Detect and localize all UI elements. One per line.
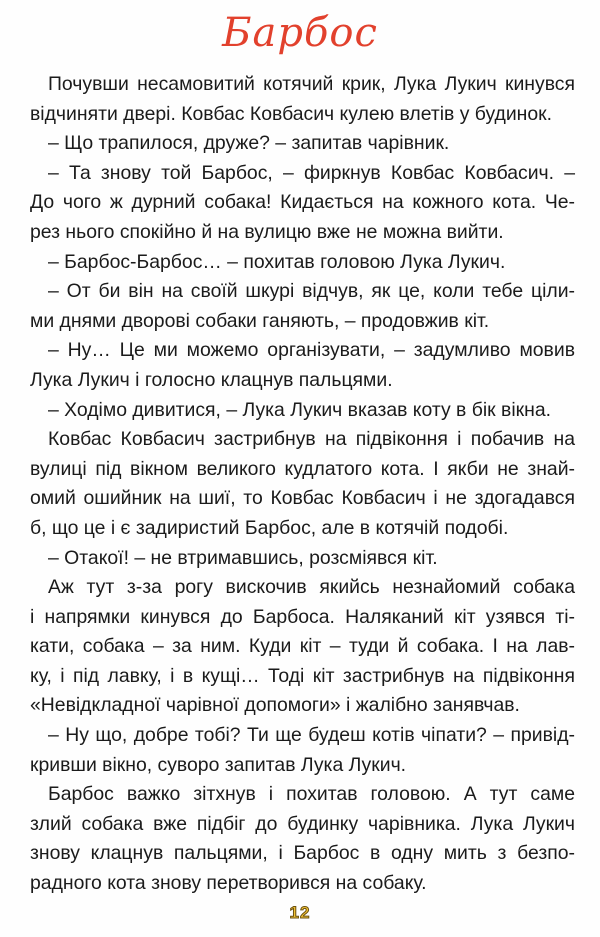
text-line: і напрямки кинувся до Барбоса. Наляканий кіт узявся ті- bbox=[30, 605, 575, 628]
text-line: знову клацнув пальцями, і Барбос в одну мить з безпо- bbox=[30, 842, 575, 865]
text-line: – Барбос-Барбос… – похитав головою Лука Лукич. bbox=[48, 250, 506, 273]
text-line: Лука Лукич і голосно клацнув пальцями. bbox=[30, 368, 393, 391]
text-line: відчиняти двері. Ковбас Ковбасич кулею влетів у будинок. bbox=[30, 102, 553, 125]
text-line: Ковбас Ковбасич застрибнув на підвіконня і побачив на bbox=[48, 428, 575, 451]
text-line: ку, і під лавку, і в кущі… Тоді кіт застрибнув на підвіконня bbox=[30, 664, 575, 687]
text-line: б, що це і є задиристий Барбос, але в котячій подобі. bbox=[30, 516, 509, 539]
text-line: До чого ж дурний собака! Кидається на кожного кота. Че- bbox=[30, 191, 575, 214]
text-line: Аж тут з-за рогу вискочив якийсь незнайомий собака bbox=[48, 576, 575, 599]
story-title: Барбос bbox=[222, 10, 378, 56]
text-line: – Ну… Це ми можемо організувати, – задумливо мовив bbox=[48, 339, 575, 362]
text-line: вулиці під вікном великого кудлатого кота. І якби не знай- bbox=[30, 457, 575, 480]
text-line: – Ходімо дивитися, – Лука Лукич вказав коту в бік вікна. bbox=[48, 398, 551, 421]
text-line: ми днями дворові собаки ганяють, – продовжив кіт. bbox=[30, 309, 490, 332]
text-line: – Що трапилося, друже? – запитав чарівник. bbox=[48, 132, 450, 155]
text-line: – Та знову той Барбос, – фиркнув Ковбас Ковбасич. – bbox=[48, 161, 575, 184]
text-line: кати, собака – за ним. Куди кіт – туди й собака. І на лав- bbox=[30, 635, 575, 658]
story-text bbox=[30, 70, 575, 899]
text-line: – Отакої! – не втримавшись, розсміявся кіт. bbox=[48, 546, 438, 569]
text-line: рез нього спокійно й на вулицю вже не можна вийти. bbox=[30, 220, 504, 243]
text-line: «Невідкладної чарівної допомоги» і жалібно занявчав. bbox=[30, 694, 520, 717]
page-number: 12 bbox=[289, 903, 311, 922]
text-line: Почувши несамовитий котячий крик, Лука Лукич кинувся bbox=[48, 73, 575, 95]
text-line: злий собака вже підбіг до будинку чарівника. Лука Лукич bbox=[30, 812, 575, 835]
text-line: Барбос важко зітхнув і похитав головою. А тут саме bbox=[48, 783, 575, 806]
text-line: радного кота знову перетворився на собаку. bbox=[30, 872, 427, 895]
text-line: кривши вікно, суворо запитав Лука Лукич. bbox=[30, 753, 407, 776]
text-line: – Ну що, добре тобі? Ти ще будеш котів чіпати? – привід- bbox=[48, 724, 575, 747]
text-line: – От би він на своїй шкурі відчув, як це, коли тебе ціли- bbox=[48, 280, 575, 303]
text-line: омий ошийник на шиї, то Ковбас Ковбасич і не здогадався bbox=[30, 487, 575, 510]
